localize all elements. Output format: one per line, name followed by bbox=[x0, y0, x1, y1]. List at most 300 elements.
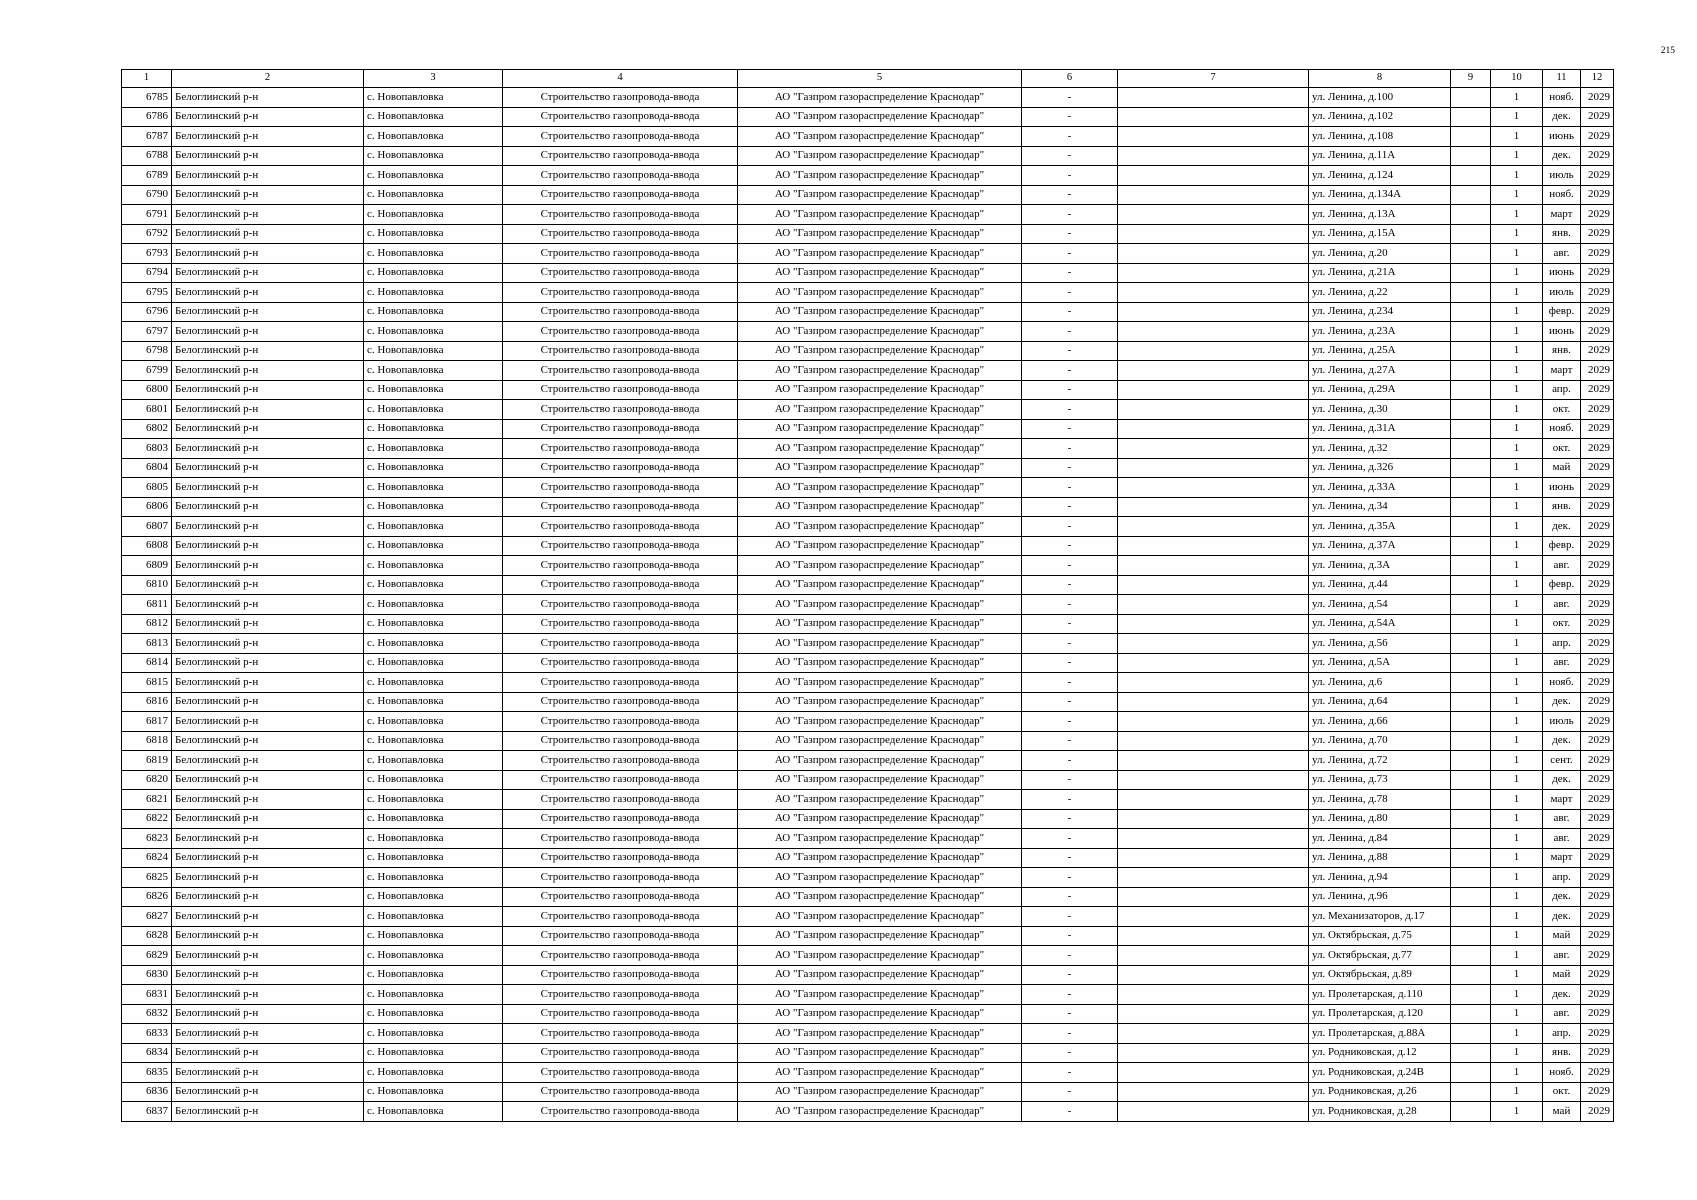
organization-cell: АО "Газпром газораспределение Краснодар" bbox=[738, 224, 1022, 244]
quantity-cell: 1 bbox=[1491, 458, 1543, 478]
organization-cell: АО "Газпром газораспределение Краснодар" bbox=[738, 790, 1022, 810]
row-number-cell: 6812 bbox=[122, 614, 172, 634]
column-9-cell bbox=[1451, 380, 1491, 400]
address-cell: ул. Ленина, д.124 bbox=[1309, 166, 1451, 186]
settlement-cell: с. Новопавловка bbox=[364, 1063, 503, 1083]
settlement-cell: с. Новопавловка bbox=[364, 751, 503, 771]
year-cell: 2029 bbox=[1581, 380, 1614, 400]
quantity-cell: 1 bbox=[1491, 127, 1543, 147]
work-type-cell: Строительство газопровода-ввода bbox=[503, 341, 738, 361]
table-row bbox=[122, 419, 1614, 439]
column-9-cell bbox=[1451, 419, 1491, 439]
address-cell: ул. Ленина, д.70 bbox=[1309, 731, 1451, 751]
row-number-cell: 6796 bbox=[122, 302, 172, 322]
month-cell: окт. bbox=[1543, 439, 1581, 459]
district-cell: Белоглинский р-н bbox=[172, 634, 364, 654]
month-cell: авг. bbox=[1543, 244, 1581, 264]
table-row bbox=[122, 985, 1614, 1005]
work-type-cell: Строительство газопровода-ввода bbox=[503, 224, 738, 244]
row-number-cell: 6806 bbox=[122, 497, 172, 517]
row-number-cell: 6821 bbox=[122, 790, 172, 810]
column-header: 12 bbox=[1581, 70, 1614, 88]
column-7-cell bbox=[1118, 1102, 1309, 1122]
work-type-cell: Строительство газопровода-ввода bbox=[503, 731, 738, 751]
organization-cell: АО "Газпром газораспределение Краснодар" bbox=[738, 1082, 1022, 1102]
organization-cell: АО "Газпром газораспределение Краснодар" bbox=[738, 400, 1022, 420]
year-cell: 2029 bbox=[1581, 322, 1614, 342]
row-number-cell: 6805 bbox=[122, 478, 172, 498]
month-cell: авг. bbox=[1543, 829, 1581, 849]
column-header: 2 bbox=[172, 70, 364, 88]
table-row bbox=[122, 263, 1614, 283]
table-row bbox=[122, 634, 1614, 654]
column-9-cell bbox=[1451, 907, 1491, 927]
table-row bbox=[122, 127, 1614, 147]
column-9-cell bbox=[1451, 692, 1491, 712]
address-cell: ул. Ленина, д.78 bbox=[1309, 790, 1451, 810]
district-cell: Белоглинский р-н bbox=[172, 614, 364, 634]
column-9-cell bbox=[1451, 205, 1491, 225]
district-cell: Белоглинский р-н bbox=[172, 517, 364, 537]
column-9-cell bbox=[1451, 497, 1491, 517]
address-cell: ул. Ленина, д.27А bbox=[1309, 361, 1451, 381]
year-cell: 2029 bbox=[1581, 224, 1614, 244]
row-number-cell: 6828 bbox=[122, 926, 172, 946]
organization-cell: АО "Газпром газораспределение Краснодар" bbox=[738, 283, 1022, 303]
column-9-cell bbox=[1451, 809, 1491, 829]
work-type-cell: Строительство газопровода-ввода bbox=[503, 419, 738, 439]
district-cell: Белоглинский р-н bbox=[172, 595, 364, 615]
address-cell: ул. Ленина, д.100 bbox=[1309, 88, 1451, 108]
row-number-cell: 6791 bbox=[122, 205, 172, 225]
year-cell: 2029 bbox=[1581, 673, 1614, 693]
column-9-cell bbox=[1451, 458, 1491, 478]
district-cell: Белоглинский р-н bbox=[172, 536, 364, 556]
row-number-cell: 6786 bbox=[122, 107, 172, 127]
row-number-cell: 6815 bbox=[122, 673, 172, 693]
column-6-cell: - bbox=[1022, 361, 1118, 381]
work-type-cell: Строительство газопровода-ввода bbox=[503, 1043, 738, 1063]
district-cell: Белоглинский р-н bbox=[172, 946, 364, 966]
column-6-cell: - bbox=[1022, 322, 1118, 342]
month-cell: февр. bbox=[1543, 536, 1581, 556]
table-row bbox=[122, 400, 1614, 420]
address-cell: ул. Ленина, д.20 bbox=[1309, 244, 1451, 264]
month-cell: нояб. bbox=[1543, 673, 1581, 693]
year-cell: 2029 bbox=[1581, 478, 1614, 498]
column-9-cell bbox=[1451, 731, 1491, 751]
work-type-cell: Строительство газопровода-ввода bbox=[503, 283, 738, 303]
settlement-cell: с. Новопавловка bbox=[364, 556, 503, 576]
row-number-cell: 6823 bbox=[122, 829, 172, 849]
month-cell: дек. bbox=[1543, 887, 1581, 907]
row-number-cell: 6819 bbox=[122, 751, 172, 771]
address-cell: ул. Ленина, д.37А bbox=[1309, 536, 1451, 556]
address-cell: ул. Пролетарская, д.88А bbox=[1309, 1024, 1451, 1044]
work-type-cell: Строительство газопровода-ввода bbox=[503, 614, 738, 634]
table-row bbox=[122, 478, 1614, 498]
year-cell: 2029 bbox=[1581, 848, 1614, 868]
settlement-cell: с. Новопавловка bbox=[364, 478, 503, 498]
column-9-cell bbox=[1451, 614, 1491, 634]
month-cell: окт. bbox=[1543, 1082, 1581, 1102]
column-header: 3 bbox=[364, 70, 503, 88]
column-6-cell: - bbox=[1022, 1004, 1118, 1024]
district-cell: Белоглинский р-н bbox=[172, 107, 364, 127]
work-type-cell: Строительство газопровода-ввода bbox=[503, 1063, 738, 1083]
column-7-cell bbox=[1118, 868, 1309, 888]
quantity-cell: 1 bbox=[1491, 536, 1543, 556]
column-6-cell: - bbox=[1022, 965, 1118, 985]
column-6-cell: - bbox=[1022, 497, 1118, 517]
work-type-cell: Строительство газопровода-ввода bbox=[503, 400, 738, 420]
quantity-cell: 1 bbox=[1491, 263, 1543, 283]
work-type-cell: Строительство газопровода-ввода bbox=[503, 868, 738, 888]
table-row bbox=[122, 692, 1614, 712]
column-7-cell bbox=[1118, 478, 1309, 498]
column-6-cell: - bbox=[1022, 536, 1118, 556]
address-cell: ул. Ленина, д.32 bbox=[1309, 439, 1451, 459]
year-cell: 2029 bbox=[1581, 341, 1614, 361]
work-type-cell: Строительство газопровода-ввода bbox=[503, 965, 738, 985]
table-row bbox=[122, 1102, 1614, 1122]
table-row bbox=[122, 283, 1614, 303]
column-7-cell bbox=[1118, 692, 1309, 712]
month-cell: окт. bbox=[1543, 400, 1581, 420]
quantity-cell: 1 bbox=[1491, 673, 1543, 693]
year-cell: 2029 bbox=[1581, 166, 1614, 186]
work-type-cell: Строительство газопровода-ввода bbox=[503, 458, 738, 478]
column-7-cell bbox=[1118, 907, 1309, 927]
column-7-cell bbox=[1118, 361, 1309, 381]
settlement-cell: с. Новопавловка bbox=[364, 985, 503, 1005]
month-cell: авг. bbox=[1543, 946, 1581, 966]
month-cell: нояб. bbox=[1543, 419, 1581, 439]
district-cell: Белоглинский р-н bbox=[172, 1024, 364, 1044]
year-cell: 2029 bbox=[1581, 536, 1614, 556]
column-9-cell bbox=[1451, 302, 1491, 322]
settlement-cell: с. Новопавловка bbox=[364, 263, 503, 283]
organization-cell: АО "Газпром газораспределение Краснодар" bbox=[738, 575, 1022, 595]
column-9-cell bbox=[1451, 185, 1491, 205]
table-row bbox=[122, 1004, 1614, 1024]
column-9-cell bbox=[1451, 400, 1491, 420]
organization-cell: АО "Газпром газораспределение Краснодар" bbox=[738, 868, 1022, 888]
district-cell: Белоглинский р-н bbox=[172, 731, 364, 751]
month-cell: март bbox=[1543, 848, 1581, 868]
district-cell: Белоглинский р-н bbox=[172, 673, 364, 693]
settlement-cell: с. Новопавловка bbox=[364, 536, 503, 556]
settlement-cell: с. Новопавловка bbox=[364, 848, 503, 868]
year-cell: 2029 bbox=[1581, 458, 1614, 478]
address-cell: ул. Ленина, д.108 bbox=[1309, 127, 1451, 147]
district-cell: Белоглинский р-н bbox=[172, 439, 364, 459]
address-cell: ул. Ленина, д.29А bbox=[1309, 380, 1451, 400]
organization-cell: АО "Газпром газораспределение Краснодар" bbox=[738, 244, 1022, 264]
quantity-cell: 1 bbox=[1491, 88, 1543, 108]
settlement-cell: с. Новопавловка bbox=[364, 361, 503, 381]
month-cell: нояб. bbox=[1543, 185, 1581, 205]
month-cell: апр. bbox=[1543, 380, 1581, 400]
organization-cell: АО "Газпром газораспределение Краснодар" bbox=[738, 887, 1022, 907]
column-9-cell bbox=[1451, 439, 1491, 459]
column-9-cell bbox=[1451, 634, 1491, 654]
column-7-cell bbox=[1118, 731, 1309, 751]
row-number-cell: 6829 bbox=[122, 946, 172, 966]
district-cell: Белоглинский р-н bbox=[172, 1063, 364, 1083]
district-cell: Белоглинский р-н bbox=[172, 166, 364, 186]
year-cell: 2029 bbox=[1581, 1063, 1614, 1083]
year-cell: 2029 bbox=[1581, 107, 1614, 127]
district-cell: Белоглинский р-н bbox=[172, 1004, 364, 1024]
column-7-cell bbox=[1118, 556, 1309, 576]
gas-pipeline-register-table bbox=[121, 69, 1614, 1122]
column-7-cell bbox=[1118, 634, 1309, 654]
settlement-cell: с. Новопавловка bbox=[364, 829, 503, 849]
table-row bbox=[122, 595, 1614, 615]
quantity-cell: 1 bbox=[1491, 400, 1543, 420]
table-row bbox=[122, 302, 1614, 322]
table-row bbox=[122, 965, 1614, 985]
organization-cell: АО "Газпром газораспределение Краснодар" bbox=[738, 1024, 1022, 1044]
settlement-cell: с. Новопавловка bbox=[364, 712, 503, 732]
year-cell: 2029 bbox=[1581, 946, 1614, 966]
settlement-cell: с. Новопавловка bbox=[364, 595, 503, 615]
settlement-cell: с. Новопавловка bbox=[364, 88, 503, 108]
column-6-cell: - bbox=[1022, 829, 1118, 849]
organization-cell: АО "Газпром газораспределение Краснодар" bbox=[738, 595, 1022, 615]
row-number-cell: 6792 bbox=[122, 224, 172, 244]
month-cell: дек. bbox=[1543, 146, 1581, 166]
month-cell: авг. bbox=[1543, 1004, 1581, 1024]
settlement-cell: с. Новопавловка bbox=[364, 458, 503, 478]
month-cell: нояб. bbox=[1543, 1063, 1581, 1083]
table-row bbox=[122, 1043, 1614, 1063]
column-6-cell: - bbox=[1022, 1063, 1118, 1083]
work-type-cell: Строительство газопровода-ввода bbox=[503, 497, 738, 517]
table-row bbox=[122, 205, 1614, 225]
organization-cell: АО "Газпром газораспределение Краснодар" bbox=[738, 673, 1022, 693]
organization-cell: АО "Газпром газораспределение Краснодар" bbox=[738, 965, 1022, 985]
month-cell: апр. bbox=[1543, 634, 1581, 654]
column-6-cell: - bbox=[1022, 1102, 1118, 1122]
district-cell: Белоглинский р-н bbox=[172, 829, 364, 849]
organization-cell: АО "Газпром газораспределение Краснодар" bbox=[738, 419, 1022, 439]
column-9-cell bbox=[1451, 263, 1491, 283]
column-7-cell bbox=[1118, 790, 1309, 810]
column-9-cell bbox=[1451, 1024, 1491, 1044]
organization-cell: АО "Газпром газораспределение Краснодар" bbox=[738, 712, 1022, 732]
address-cell: ул. Ленина, д.94 bbox=[1309, 868, 1451, 888]
row-number-cell: 6799 bbox=[122, 361, 172, 381]
settlement-cell: с. Новопавловка bbox=[364, 283, 503, 303]
organization-cell: АО "Газпром газораспределение Краснодар" bbox=[738, 692, 1022, 712]
address-cell: ул. Ленина, д.5А bbox=[1309, 653, 1451, 673]
district-cell: Белоглинский р-н bbox=[172, 380, 364, 400]
column-6-cell: - bbox=[1022, 770, 1118, 790]
address-cell: ул. Ленина, д.73 bbox=[1309, 770, 1451, 790]
row-number-cell: 6813 bbox=[122, 634, 172, 654]
table-row bbox=[122, 614, 1614, 634]
work-type-cell: Строительство газопровода-ввода bbox=[503, 517, 738, 537]
work-type-cell: Строительство газопровода-ввода bbox=[503, 1102, 738, 1122]
table-row bbox=[122, 88, 1614, 108]
month-cell: июнь bbox=[1543, 263, 1581, 283]
column-9-cell bbox=[1451, 985, 1491, 1005]
year-cell: 2029 bbox=[1581, 926, 1614, 946]
year-cell: 2029 bbox=[1581, 146, 1614, 166]
year-cell: 2029 bbox=[1581, 731, 1614, 751]
address-cell: ул. Ленина, д.23А bbox=[1309, 322, 1451, 342]
row-number-cell: 6834 bbox=[122, 1043, 172, 1063]
column-7-cell bbox=[1118, 283, 1309, 303]
quantity-cell: 1 bbox=[1491, 712, 1543, 732]
district-cell: Белоглинский р-н bbox=[172, 887, 364, 907]
organization-cell: АО "Газпром газораспределение Краснодар" bbox=[738, 341, 1022, 361]
quantity-cell: 1 bbox=[1491, 166, 1543, 186]
organization-cell: АО "Газпром газораспределение Краснодар" bbox=[738, 146, 1022, 166]
table-row bbox=[122, 673, 1614, 693]
district-cell: Белоглинский р-н bbox=[172, 127, 364, 147]
row-number-cell: 6832 bbox=[122, 1004, 172, 1024]
district-cell: Белоглинский р-н bbox=[172, 985, 364, 1005]
work-type-cell: Строительство газопровода-ввода bbox=[503, 829, 738, 849]
quantity-cell: 1 bbox=[1491, 244, 1543, 264]
quantity-cell: 1 bbox=[1491, 985, 1543, 1005]
column-6-cell: - bbox=[1022, 380, 1118, 400]
work-type-cell: Строительство газопровода-ввода bbox=[503, 166, 738, 186]
column-9-cell bbox=[1451, 224, 1491, 244]
column-header: 10 bbox=[1491, 70, 1543, 88]
month-cell: июль bbox=[1543, 712, 1581, 732]
column-7-cell bbox=[1118, 419, 1309, 439]
month-cell: янв. bbox=[1543, 497, 1581, 517]
district-cell: Белоглинский р-н bbox=[172, 361, 364, 381]
column-7-cell bbox=[1118, 1063, 1309, 1083]
column-7-cell bbox=[1118, 887, 1309, 907]
column-6-cell: - bbox=[1022, 166, 1118, 186]
column-6-cell: - bbox=[1022, 205, 1118, 225]
district-cell: Белоглинский р-н bbox=[172, 478, 364, 498]
column-9-cell bbox=[1451, 166, 1491, 186]
quantity-cell: 1 bbox=[1491, 1063, 1543, 1083]
year-cell: 2029 bbox=[1581, 185, 1614, 205]
column-7-cell bbox=[1118, 985, 1309, 1005]
column-9-cell bbox=[1451, 790, 1491, 810]
quantity-cell: 1 bbox=[1491, 926, 1543, 946]
organization-cell: АО "Газпром газораспределение Краснодар" bbox=[738, 439, 1022, 459]
settlement-cell: с. Новопавловка bbox=[364, 575, 503, 595]
column-6-cell: - bbox=[1022, 1082, 1118, 1102]
column-9-cell bbox=[1451, 653, 1491, 673]
column-7-cell bbox=[1118, 88, 1309, 108]
month-cell: май bbox=[1543, 965, 1581, 985]
column-7-cell bbox=[1118, 497, 1309, 517]
work-type-cell: Строительство газопровода-ввода bbox=[503, 790, 738, 810]
address-cell: ул. Родниковская, д.12 bbox=[1309, 1043, 1451, 1063]
address-cell: ул. Пролетарская, д.110 bbox=[1309, 985, 1451, 1005]
column-6-cell: - bbox=[1022, 985, 1118, 1005]
table-row bbox=[122, 575, 1614, 595]
column-7-cell bbox=[1118, 926, 1309, 946]
year-cell: 2029 bbox=[1581, 790, 1614, 810]
column-9-cell bbox=[1451, 673, 1491, 693]
work-type-cell: Строительство газопровода-ввода bbox=[503, 88, 738, 108]
column-6-cell: - bbox=[1022, 809, 1118, 829]
column-9-cell bbox=[1451, 146, 1491, 166]
page-number: 215 bbox=[1660, 46, 1675, 56]
organization-cell: АО "Газпром газораспределение Краснодар" bbox=[738, 536, 1022, 556]
organization-cell: АО "Газпром газораспределение Краснодар" bbox=[738, 926, 1022, 946]
column-6-cell: - bbox=[1022, 224, 1118, 244]
quantity-cell: 1 bbox=[1491, 770, 1543, 790]
work-type-cell: Строительство газопровода-ввода bbox=[503, 1024, 738, 1044]
column-6-cell: - bbox=[1022, 790, 1118, 810]
column-7-cell bbox=[1118, 127, 1309, 147]
work-type-cell: Строительство газопровода-ввода bbox=[503, 556, 738, 576]
quantity-cell: 1 bbox=[1491, 439, 1543, 459]
year-cell: 2029 bbox=[1581, 907, 1614, 927]
row-number-cell: 6836 bbox=[122, 1082, 172, 1102]
address-cell: ул. Ленина, д.88 bbox=[1309, 848, 1451, 868]
district-cell: Белоглинский р-н bbox=[172, 497, 364, 517]
row-number-cell: 6830 bbox=[122, 965, 172, 985]
month-cell: май bbox=[1543, 926, 1581, 946]
address-cell: ул. Ленина, д.31А bbox=[1309, 419, 1451, 439]
quantity-cell: 1 bbox=[1491, 146, 1543, 166]
column-7-cell bbox=[1118, 1082, 1309, 1102]
quantity-cell: 1 bbox=[1491, 302, 1543, 322]
column-6-cell: - bbox=[1022, 244, 1118, 264]
organization-cell: АО "Газпром газораспределение Краснодар" bbox=[738, 1102, 1022, 1122]
column-6-cell: - bbox=[1022, 1024, 1118, 1044]
table-row bbox=[122, 829, 1614, 849]
month-cell: апр. bbox=[1543, 1024, 1581, 1044]
column-6-cell: - bbox=[1022, 127, 1118, 147]
organization-cell: АО "Газпром газораспределение Краснодар" bbox=[738, 848, 1022, 868]
organization-cell: АО "Газпром газораспределение Краснодар" bbox=[738, 1043, 1022, 1063]
address-cell: ул. Родниковская, д.26 bbox=[1309, 1082, 1451, 1102]
row-number-cell: 6795 bbox=[122, 283, 172, 303]
column-6-cell: - bbox=[1022, 478, 1118, 498]
year-cell: 2029 bbox=[1581, 497, 1614, 517]
month-cell: дек. bbox=[1543, 770, 1581, 790]
row-number-cell: 6808 bbox=[122, 536, 172, 556]
row-number-cell: 6807 bbox=[122, 517, 172, 537]
address-cell: ул. Ленина, д.34 bbox=[1309, 497, 1451, 517]
work-type-cell: Строительство газопровода-ввода bbox=[503, 536, 738, 556]
year-cell: 2029 bbox=[1581, 575, 1614, 595]
column-header: 8 bbox=[1309, 70, 1451, 88]
organization-cell: АО "Газпром газораспределение Краснодар" bbox=[738, 809, 1022, 829]
row-number-cell: 6811 bbox=[122, 595, 172, 615]
organization-cell: АО "Газпром газораспределение Краснодар" bbox=[738, 634, 1022, 654]
settlement-cell: с. Новопавловка bbox=[364, 887, 503, 907]
year-cell: 2029 bbox=[1581, 88, 1614, 108]
settlement-cell: с. Новопавловка bbox=[364, 322, 503, 342]
column-9-cell bbox=[1451, 478, 1491, 498]
organization-cell: АО "Газпром газораспределение Краснодар" bbox=[738, 205, 1022, 225]
column-6-cell: - bbox=[1022, 868, 1118, 888]
quantity-cell: 1 bbox=[1491, 887, 1543, 907]
settlement-cell: с. Новопавловка bbox=[364, 770, 503, 790]
address-cell: ул. Ленина, д.13А bbox=[1309, 205, 1451, 225]
organization-cell: АО "Газпром газораспределение Краснодар" bbox=[738, 127, 1022, 147]
column-9-cell bbox=[1451, 1043, 1491, 1063]
quantity-cell: 1 bbox=[1491, 107, 1543, 127]
column-9-cell bbox=[1451, 361, 1491, 381]
table-row bbox=[122, 809, 1614, 829]
